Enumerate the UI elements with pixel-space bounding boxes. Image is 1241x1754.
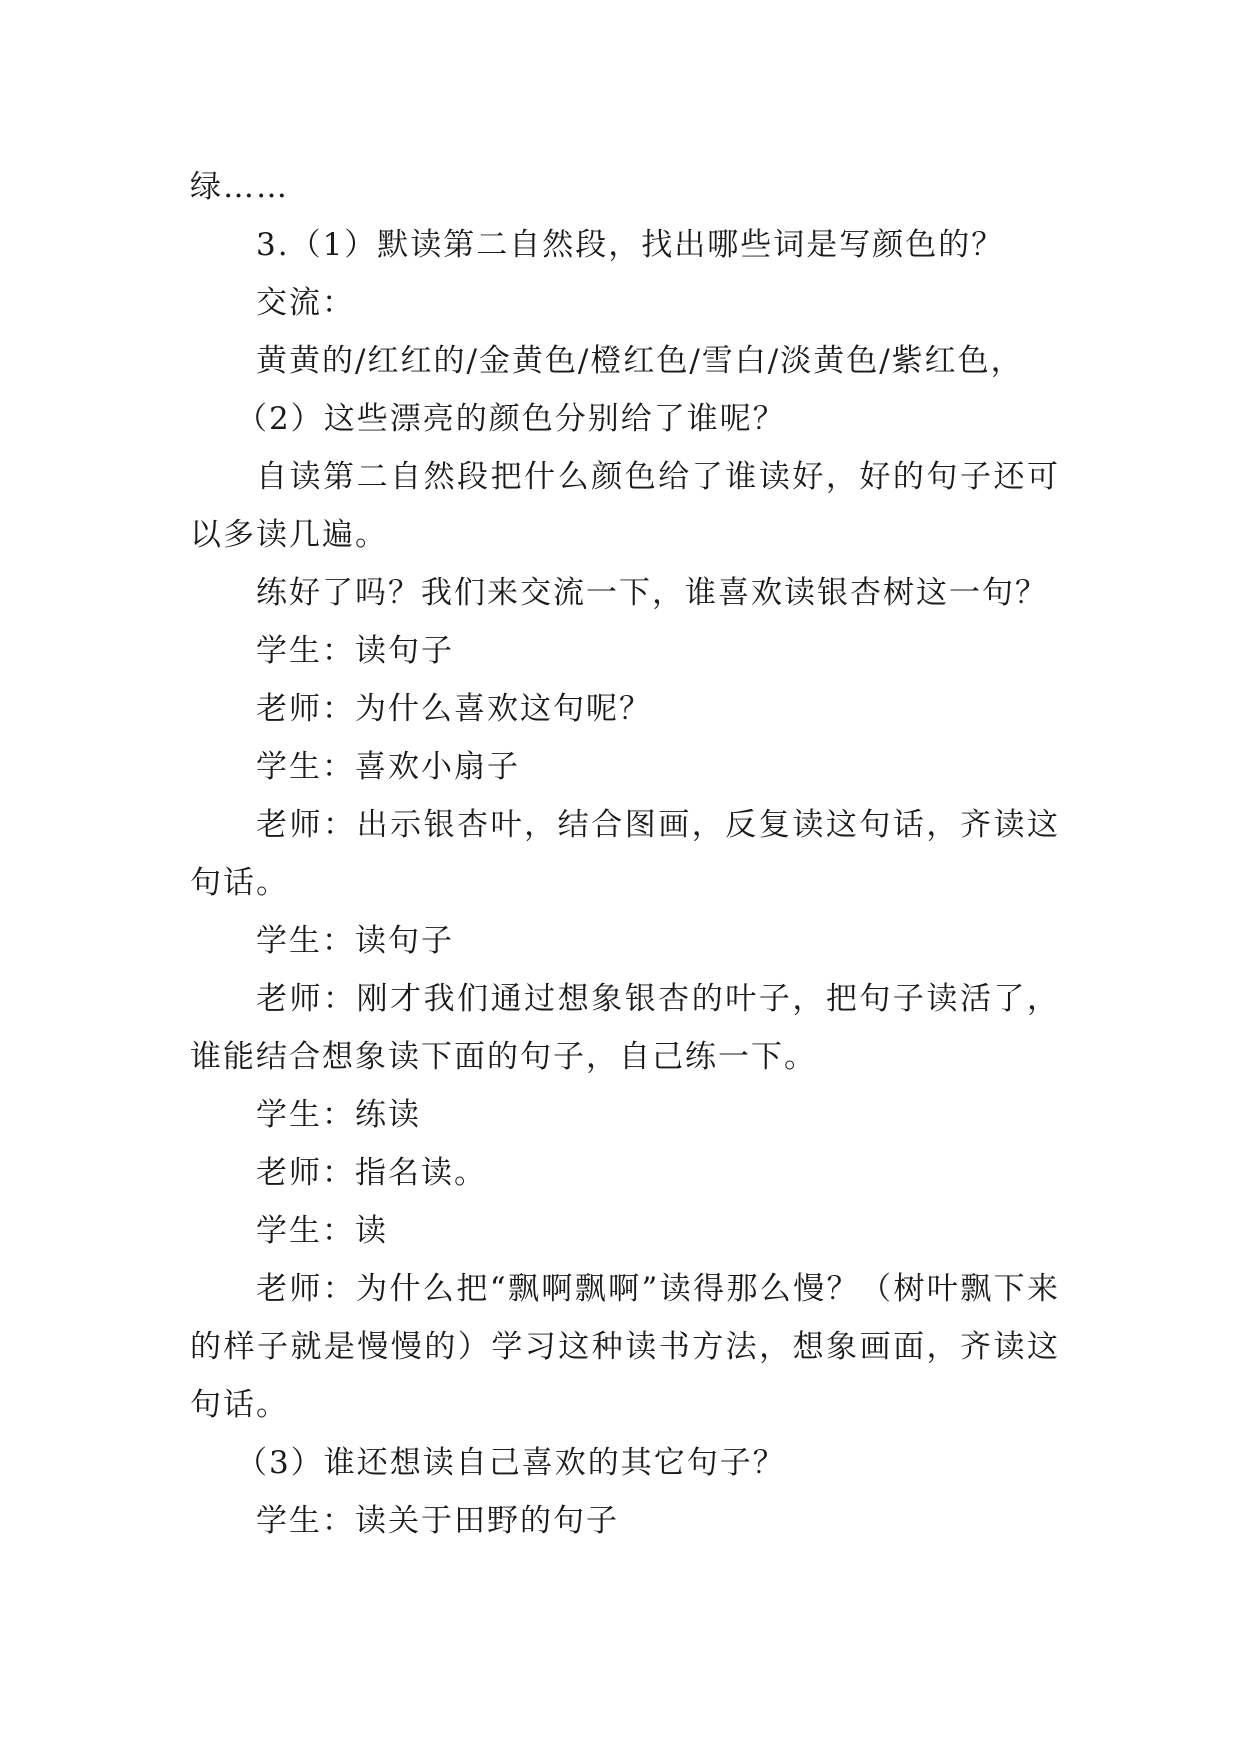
paragraph: 3.（1）默读第二自然段，找出哪些词是写颜色的？ <box>256 227 1005 263</box>
paragraph: 老师：刚才我们通过想象银杏的叶子，把句子读活了，谁能结合想象读下面的句子，自己练一下。 <box>190 981 1060 1075</box>
paragraph: 学生：读 <box>256 1213 388 1249</box>
paragraph: （2）这些漂亮的颜色分别给了谁呢？ <box>236 401 786 437</box>
paragraph: 绿…… <box>190 169 289 205</box>
document-body <box>190 158 1060 1550</box>
paragraph: 老师：出示银杏叶，结合图画，反复读这句话，齐读这句话。 <box>190 807 1060 901</box>
paragraph: 学生：练读 <box>256 1097 421 1133</box>
paragraph: （3）谁还想读自己喜欢的其它句子？ <box>236 1445 786 1481</box>
paragraph: 学生：读句子 <box>256 633 454 669</box>
paragraph: 老师：指名读。 <box>256 1155 487 1191</box>
paragraph: 自读第二自然段把什么颜色给了谁读好，好的句子还可以多读几遍。 <box>190 459 1060 553</box>
paragraph: 交流： <box>256 285 355 321</box>
paragraph: 黄黄的/红红的/金黄色/橙红色/雪白/淡黄色/紫红色， <box>256 343 1024 379</box>
paragraph: 学生：喜欢小扇子 <box>256 749 520 785</box>
paragraph: 练好了吗？我们来交流一下，谁喜欢读银杏树这一句？ <box>256 575 1048 611</box>
paragraph: 学生：读句子 <box>256 923 454 959</box>
paragraph: 老师：为什么把“飘啊飘啊”读得那么慢？（树叶飘下来的样子就是慢慢的）学习这种读书方法，想象画面，齐读这句话。 <box>190 1271 1060 1423</box>
paragraph: 老师：为什么喜欢这句呢？ <box>256 691 652 727</box>
paragraph: 学生：读关于田野的句子 <box>256 1503 619 1539</box>
